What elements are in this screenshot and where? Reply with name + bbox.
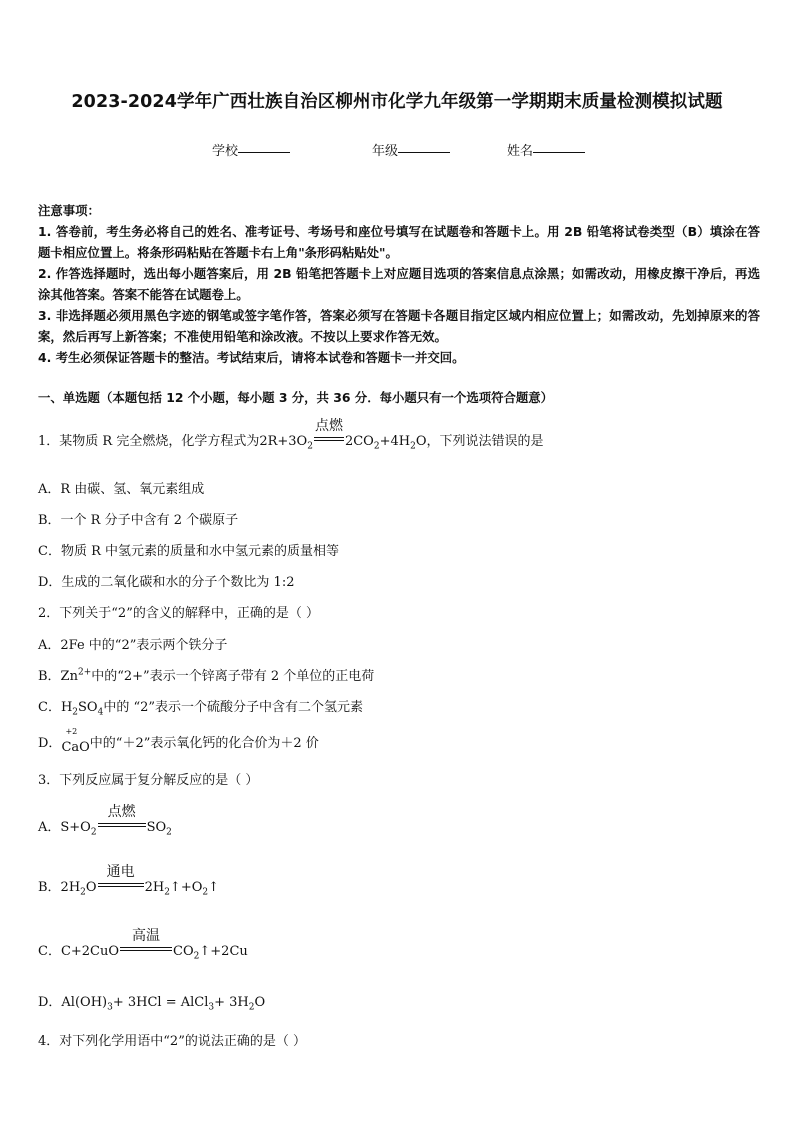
reaction-condition: 点燃 <box>98 820 146 835</box>
option-2c[interactable]: C．$H_2SO_4$中的 “2”表示一个硫酸分子中含有二个氢元素 <box>38 700 364 718</box>
note-item: 4. 考生必须保证答题卡的整洁。考试结束后，请将本试卷和答题卡一并交回。 <box>38 350 465 365</box>
notes-heading: 注意事项： <box>38 203 100 218</box>
option-1a[interactable]: A．R 由碳、氢、氧元素组成 <box>38 482 205 497</box>
option-3a[interactable]: A．$S+O_2$ 点燃 $SO_2$ <box>38 804 172 838</box>
notes-section <box>38 200 760 368</box>
note-item: 2. 作答选择题时，选出每小题答案后，用 2B 铅笔把答题卡上对应题目选项的答案信息点涂黑；如需改动，用橡皮擦干净后，再选涂其他答案。答案不能答在试题卷上。 <box>38 266 760 302</box>
option-3d[interactable]: D．$Al(OH)_3+ 3HCl$ = AlCl$_3$+ $3H_2O$ <box>38 995 266 1013</box>
name-blank[interactable] <box>533 140 585 153</box>
school-blank[interactable] <box>238 140 290 153</box>
option-2b[interactable]: B．$Zn^{2+}$中的“2+”表示一个锌离子带有 2 个单位的正电荷 <box>38 667 375 684</box>
option-1b[interactable]: B．一个 R 分子中含有 2 个碳原子 <box>38 513 239 528</box>
option-2d[interactable]: D． +2 CaO中的“＋2”表示氧化钙的化合价为＋2 价 <box>38 727 319 755</box>
grade-field[interactable]: 年级 <box>372 140 398 159</box>
school-field[interactable]: 学校 <box>212 140 238 159</box>
section-heading: 一、单选题（本题包括 12 个小题，每小题 3 分，共 36 分．每小题只有一个选项符合题意） <box>38 390 554 405</box>
grade-blank[interactable] <box>398 140 450 153</box>
valence-formula: +2 CaO <box>61 727 90 755</box>
option-1c[interactable]: C．物质 R 中氢元素的质量和水中氢元素的质量相等 <box>38 544 339 559</box>
option-1d[interactable]: D．生成的二氧化碳和水的分子个数比为 1:2 <box>38 575 295 590</box>
question-2-stem: 2．下列关于“2”的含义的解释中，正确的是（ ） <box>38 606 319 621</box>
note-item: 3. 非选择题必须用黑色字迹的钢笔或签字笔作答，答案必须写在答题卡各题目指定区域内相应位置上；如需改动，先划掉原来的答案，然后再写上新答案；不准使用铅笔和涂改液。不按以上要求作答无效。 <box>38 308 760 344</box>
note-item: 1. 答卷前，考生务必将自己的姓名、准考证号、考场号和座位号填写在试题卷和答题卡上。用 2B 铅笔将试卷类型（B）填涂在答题卡相应位置上。将条形码粘贴在答题卡右上角"条形码粘贴处"。 <box>38 224 760 260</box>
question-1-stem: 1．某物质 R 完全燃烧，化学方程式为$2R+3O_2$ 点燃 $2CO_2+4H_2O$，下列说法错误的是 <box>38 418 544 452</box>
page-title: 2023-2024学年广西壮族自治区柳州市化学九年级第一学期期末质量检测模拟试题 <box>71 92 723 112</box>
question-3-stem: 3．下列反应属于复分解反应的是（ ） <box>38 773 259 788</box>
option-3b[interactable]: B．$2H_2O$ 通电 $2H_2↑+O_2↑$ <box>38 864 220 898</box>
name-field[interactable]: 姓名 <box>507 140 533 159</box>
reaction-condition: 高温 <box>120 944 172 959</box>
reaction-condition: 通电 <box>98 880 144 895</box>
question-4-stem: 4．对下列化学用语中“2”的说法正确的是（ ） <box>38 1034 306 1049</box>
reaction-condition: 点燃 <box>314 434 344 449</box>
equation: $2R+3O_2$ 点燃 $2CO_2+4H_2O$ <box>259 418 427 452</box>
option-3c[interactable]: C．C+2CuO 高温 $CO_2↑+2Cu$ <box>38 928 248 962</box>
option-2a[interactable]: A．2Fe 中的“2”表示两个铁分子 <box>38 638 228 653</box>
